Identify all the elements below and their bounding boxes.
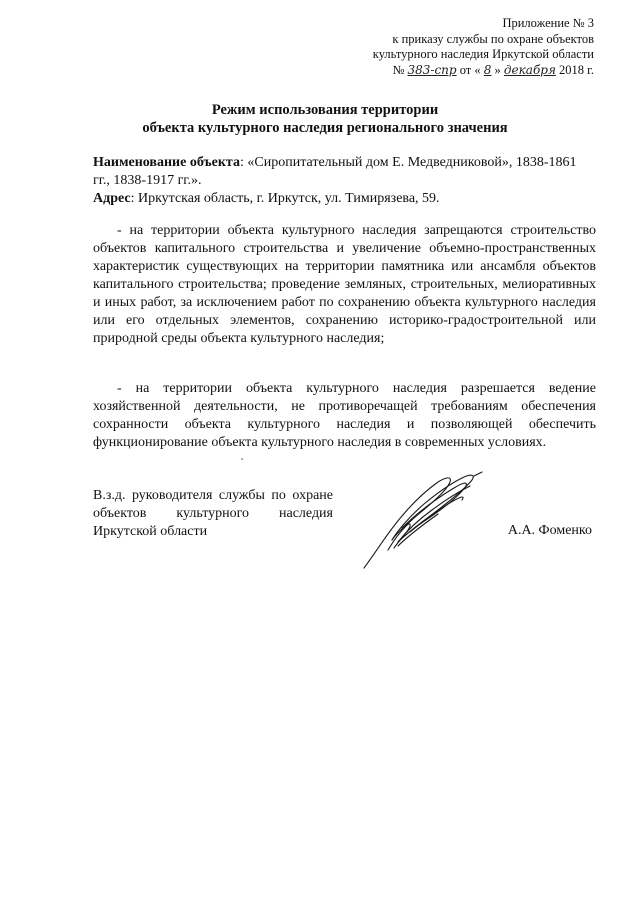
appendix-agency: культурного наследия Иркутской области (372, 47, 594, 61)
order-number-handwritten: 383-спр (407, 62, 457, 77)
prohibitions-paragraph: - на территории объекта культурного наследия запрещаются строительство объектов капитального строительства и увеличение объемно-пространственных характеристик существующих на территории памятника или ансамбля объектов капитального строительства; проведение земляных, строительных, мелиоративных и иных работ, за исключением работ по сохранению объекта культурного наследия или его отдельных элементов, сохранению историко-градостроительной или природной среды объекта культурного наследия; (93, 223, 596, 346)
object-address-value: : Иркутская область, г. Иркутск, ул. Тимирязева, 59. (130, 191, 440, 206)
date-from: от « (459, 62, 481, 77)
scan-dot (241, 458, 243, 460)
number-prefix: № (392, 62, 405, 77)
title-line-2: объекта культурного наследия регионального значения (142, 120, 508, 136)
signature-icon (358, 470, 488, 570)
permissions-paragraph: - на территории объекта культурного наследия разрешается ведение хозяйственной деятельности, не противоречащей требованиям обеспечения сохранности объекта культурного наследия и позволяющей обеспечить функционирование объекта культурного наследия в современных условиях. (93, 381, 596, 450)
object-info (93, 154, 593, 208)
order-day-handwritten: 8 (483, 62, 492, 77)
object-name-value: : «Сиропитательный дом Е. Медведниковой», 1838-1861 гг., 1838-1917 гг.». (93, 155, 577, 188)
order-year: 2018 г. (559, 62, 594, 77)
document-title (60, 101, 590, 137)
signer-position: В.з.д. руководителя службы по охране объектов культурного наследия Иркутской области (93, 488, 333, 539)
object-name-label: Наименование объекта (93, 155, 240, 170)
appendix-order-ref: к приказу службы по охране объектов (392, 31, 594, 46)
object-address-row (93, 190, 593, 208)
order-number-date (373, 63, 594, 79)
object-name-row (93, 154, 593, 190)
signer-name: А.А. Фоменко (507, 523, 592, 538)
object-address-label: Адрес (93, 191, 131, 206)
title-line-1: Режим использования территории (211, 102, 439, 118)
appendix-header (373, 16, 594, 78)
date-mid: » (494, 62, 501, 77)
appendix-number: Приложение № 3 (502, 16, 594, 30)
order-month-handwritten: декабря (503, 62, 556, 77)
